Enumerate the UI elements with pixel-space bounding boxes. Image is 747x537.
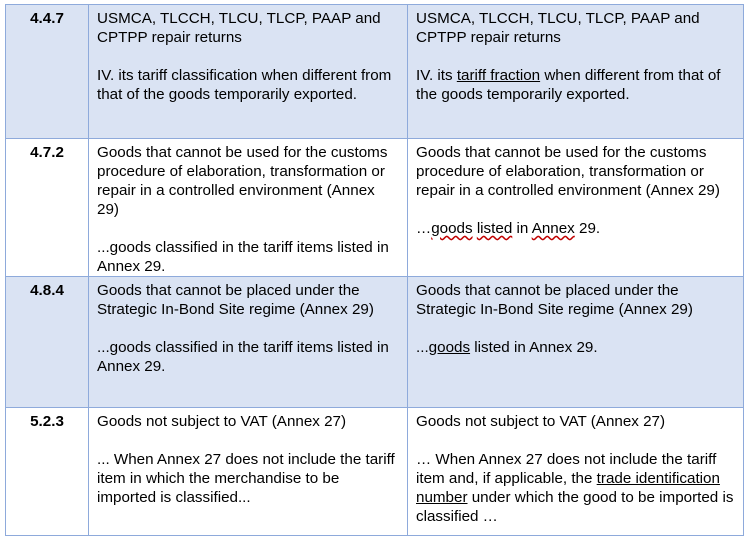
previous-text-cell	[89, 277, 408, 408]
rule-number: 5.2.3	[6, 408, 89, 536]
spellcheck-word: goods	[431, 220, 473, 237]
spellcheck-word: Annex	[531, 220, 575, 237]
cell-heading: Goods that cannot be used for the customs procedure of elaboration, transformation or repair in a controlled environment (Annex 29)	[97, 144, 388, 218]
cell-body: ... When Annex 27 does not include the tariff item in which the merchandise to be imported is classified...	[97, 451, 395, 506]
previous-text-cell	[89, 139, 408, 277]
cell-heading: Goods not subject to VAT (Annex 27)	[97, 413, 347, 430]
table-row	[6, 277, 744, 408]
cell-heading: USMCA, TLCCH, TLCU, TLCP, PAAP and CPTPP repair returns	[416, 10, 700, 46]
cell-body-text: … When Annex 27 does not include the tariff item and, if applicable, the	[416, 451, 717, 487]
rule-number: 4.7.2	[6, 139, 89, 277]
cell-body-text: in	[512, 220, 532, 237]
cell-heading: Goods that cannot be placed under the Strategic In-Bond Site regime (Annex 29)	[97, 282, 374, 318]
table-row	[6, 408, 744, 536]
cell-body-text: when different from that of the goods temporarily exported.	[416, 67, 721, 103]
cell-heading: Goods not subject to VAT (Annex 27)	[416, 413, 666, 430]
cell-heading: USMCA, TLCCH, TLCU, TLCP, PAAP and CPTPP repair returns	[97, 10, 381, 46]
cell-body-text: under which the good to be imported is classified …	[416, 489, 734, 525]
table-row	[6, 5, 744, 139]
amended-text-cell	[408, 139, 744, 277]
cell-body: IV. its tariff classification when different from that of the goods temporarily exported.	[97, 67, 392, 103]
cell-body: ...goods classified in the tariff items listed in Annex 29.	[97, 339, 389, 375]
table-row	[6, 139, 744, 277]
cell-body-text: IV. its	[416, 67, 457, 84]
underlined-term: goods	[428, 339, 471, 356]
comparison-table	[5, 4, 744, 536]
cell-heading: Goods that cannot be placed under the Strategic In-Bond Site regime (Annex 29)	[416, 282, 693, 318]
amended-text-cell	[408, 277, 744, 408]
previous-text-cell	[89, 408, 408, 536]
underlined-term: tariff fraction	[456, 67, 541, 84]
cell-heading: Goods that cannot be used for the customs procedure of elaboration, transformation or repair in a controlled environment (Annex 29)	[416, 144, 720, 199]
spellcheck-word: listed	[476, 220, 513, 237]
rule-number: 4.8.4	[6, 277, 89, 408]
rule-number: 4.4.7	[6, 5, 89, 139]
underlined-term: trade identification number	[416, 470, 720, 506]
amended-text-cell	[408, 408, 744, 536]
amended-text-cell	[408, 5, 744, 139]
cell-body-text: 29.	[574, 220, 601, 237]
cell-body-text: ...	[416, 339, 429, 356]
cell-body-text: …	[416, 220, 432, 237]
cell-body: ...goods classified in the tariff items listed in Annex 29.	[97, 239, 389, 275]
cell-body-text: listed in Annex 29.	[470, 339, 598, 356]
previous-text-cell	[89, 5, 408, 139]
